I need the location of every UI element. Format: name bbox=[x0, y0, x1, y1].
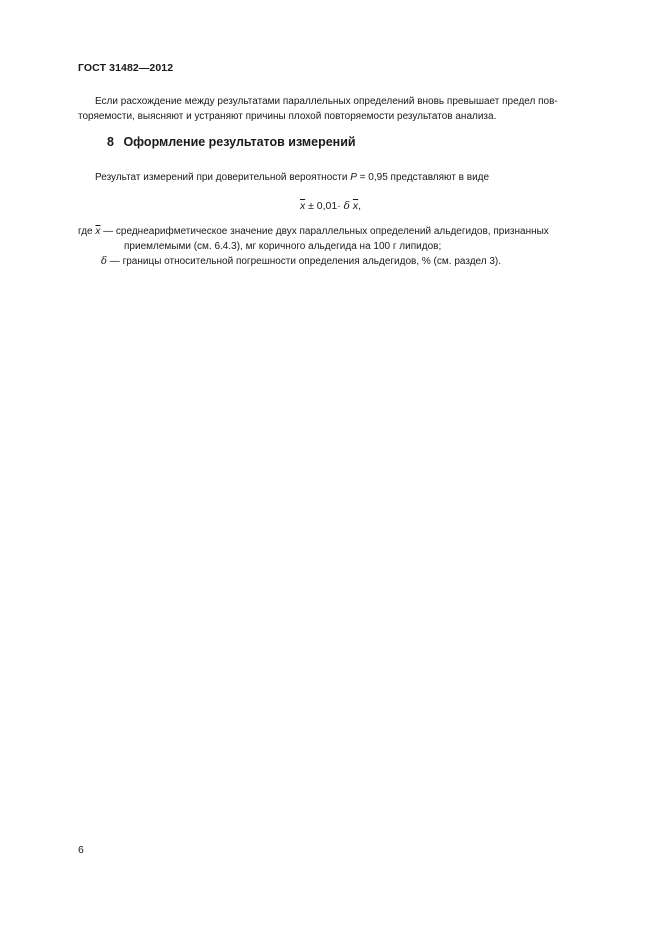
formula-operator: ± 0,01· bbox=[305, 200, 344, 212]
delta-symbol: δ bbox=[343, 200, 350, 212]
definition-continuation: приемлемыми (см. 6.4.3), мг коричного альдегида на 100 г липидов; bbox=[124, 241, 442, 252]
definition-text: — границы относительной погрешности определения альдегидов, % (см. раздел 3). bbox=[107, 256, 502, 267]
paragraph-result-form bbox=[95, 170, 615, 185]
where-word: где bbox=[78, 226, 96, 237]
standard-number: ГОСТ 31482—2012 bbox=[78, 62, 174, 74]
definition-delta bbox=[78, 254, 613, 269]
page-number: 6 bbox=[78, 844, 84, 856]
paragraph-repeatability bbox=[78, 94, 613, 124]
mean-symbol: $\overline{x}$ bbox=[299, 200, 306, 212]
definition-text: — среднеарифметическое значение двух параллельных определений альдегидов, признанных bbox=[100, 226, 549, 237]
definition-mean bbox=[78, 224, 613, 254]
paragraph-text: Результат измерений при доверительной вероятности bbox=[95, 172, 351, 183]
mean-symbol: $\overline{x}$ bbox=[352, 200, 359, 212]
delta-symbol: δ bbox=[101, 256, 108, 267]
document-header bbox=[78, 62, 173, 74]
section-heading bbox=[107, 135, 356, 149]
result-formula bbox=[0, 200, 661, 212]
formula-punctuation: , bbox=[358, 200, 362, 212]
mean-symbol: $\overline{x}$ bbox=[95, 226, 101, 237]
section-number: 8 bbox=[107, 135, 114, 149]
definition-first-line bbox=[78, 224, 613, 239]
definitions-list bbox=[78, 224, 613, 269]
probability-variable: P bbox=[350, 172, 357, 183]
paragraph-text: = 0,95 представляют в виде bbox=[356, 172, 490, 183]
section-title: Оформление результатов измерений bbox=[123, 135, 356, 149]
paragraph-line: торяемости, выясняют и устраняют причины плохой повторяемости результатов анализа. bbox=[78, 111, 497, 122]
paragraph-line: Если расхождение между результатами параллельных определений вновь превышает предел пов- bbox=[95, 96, 558, 107]
